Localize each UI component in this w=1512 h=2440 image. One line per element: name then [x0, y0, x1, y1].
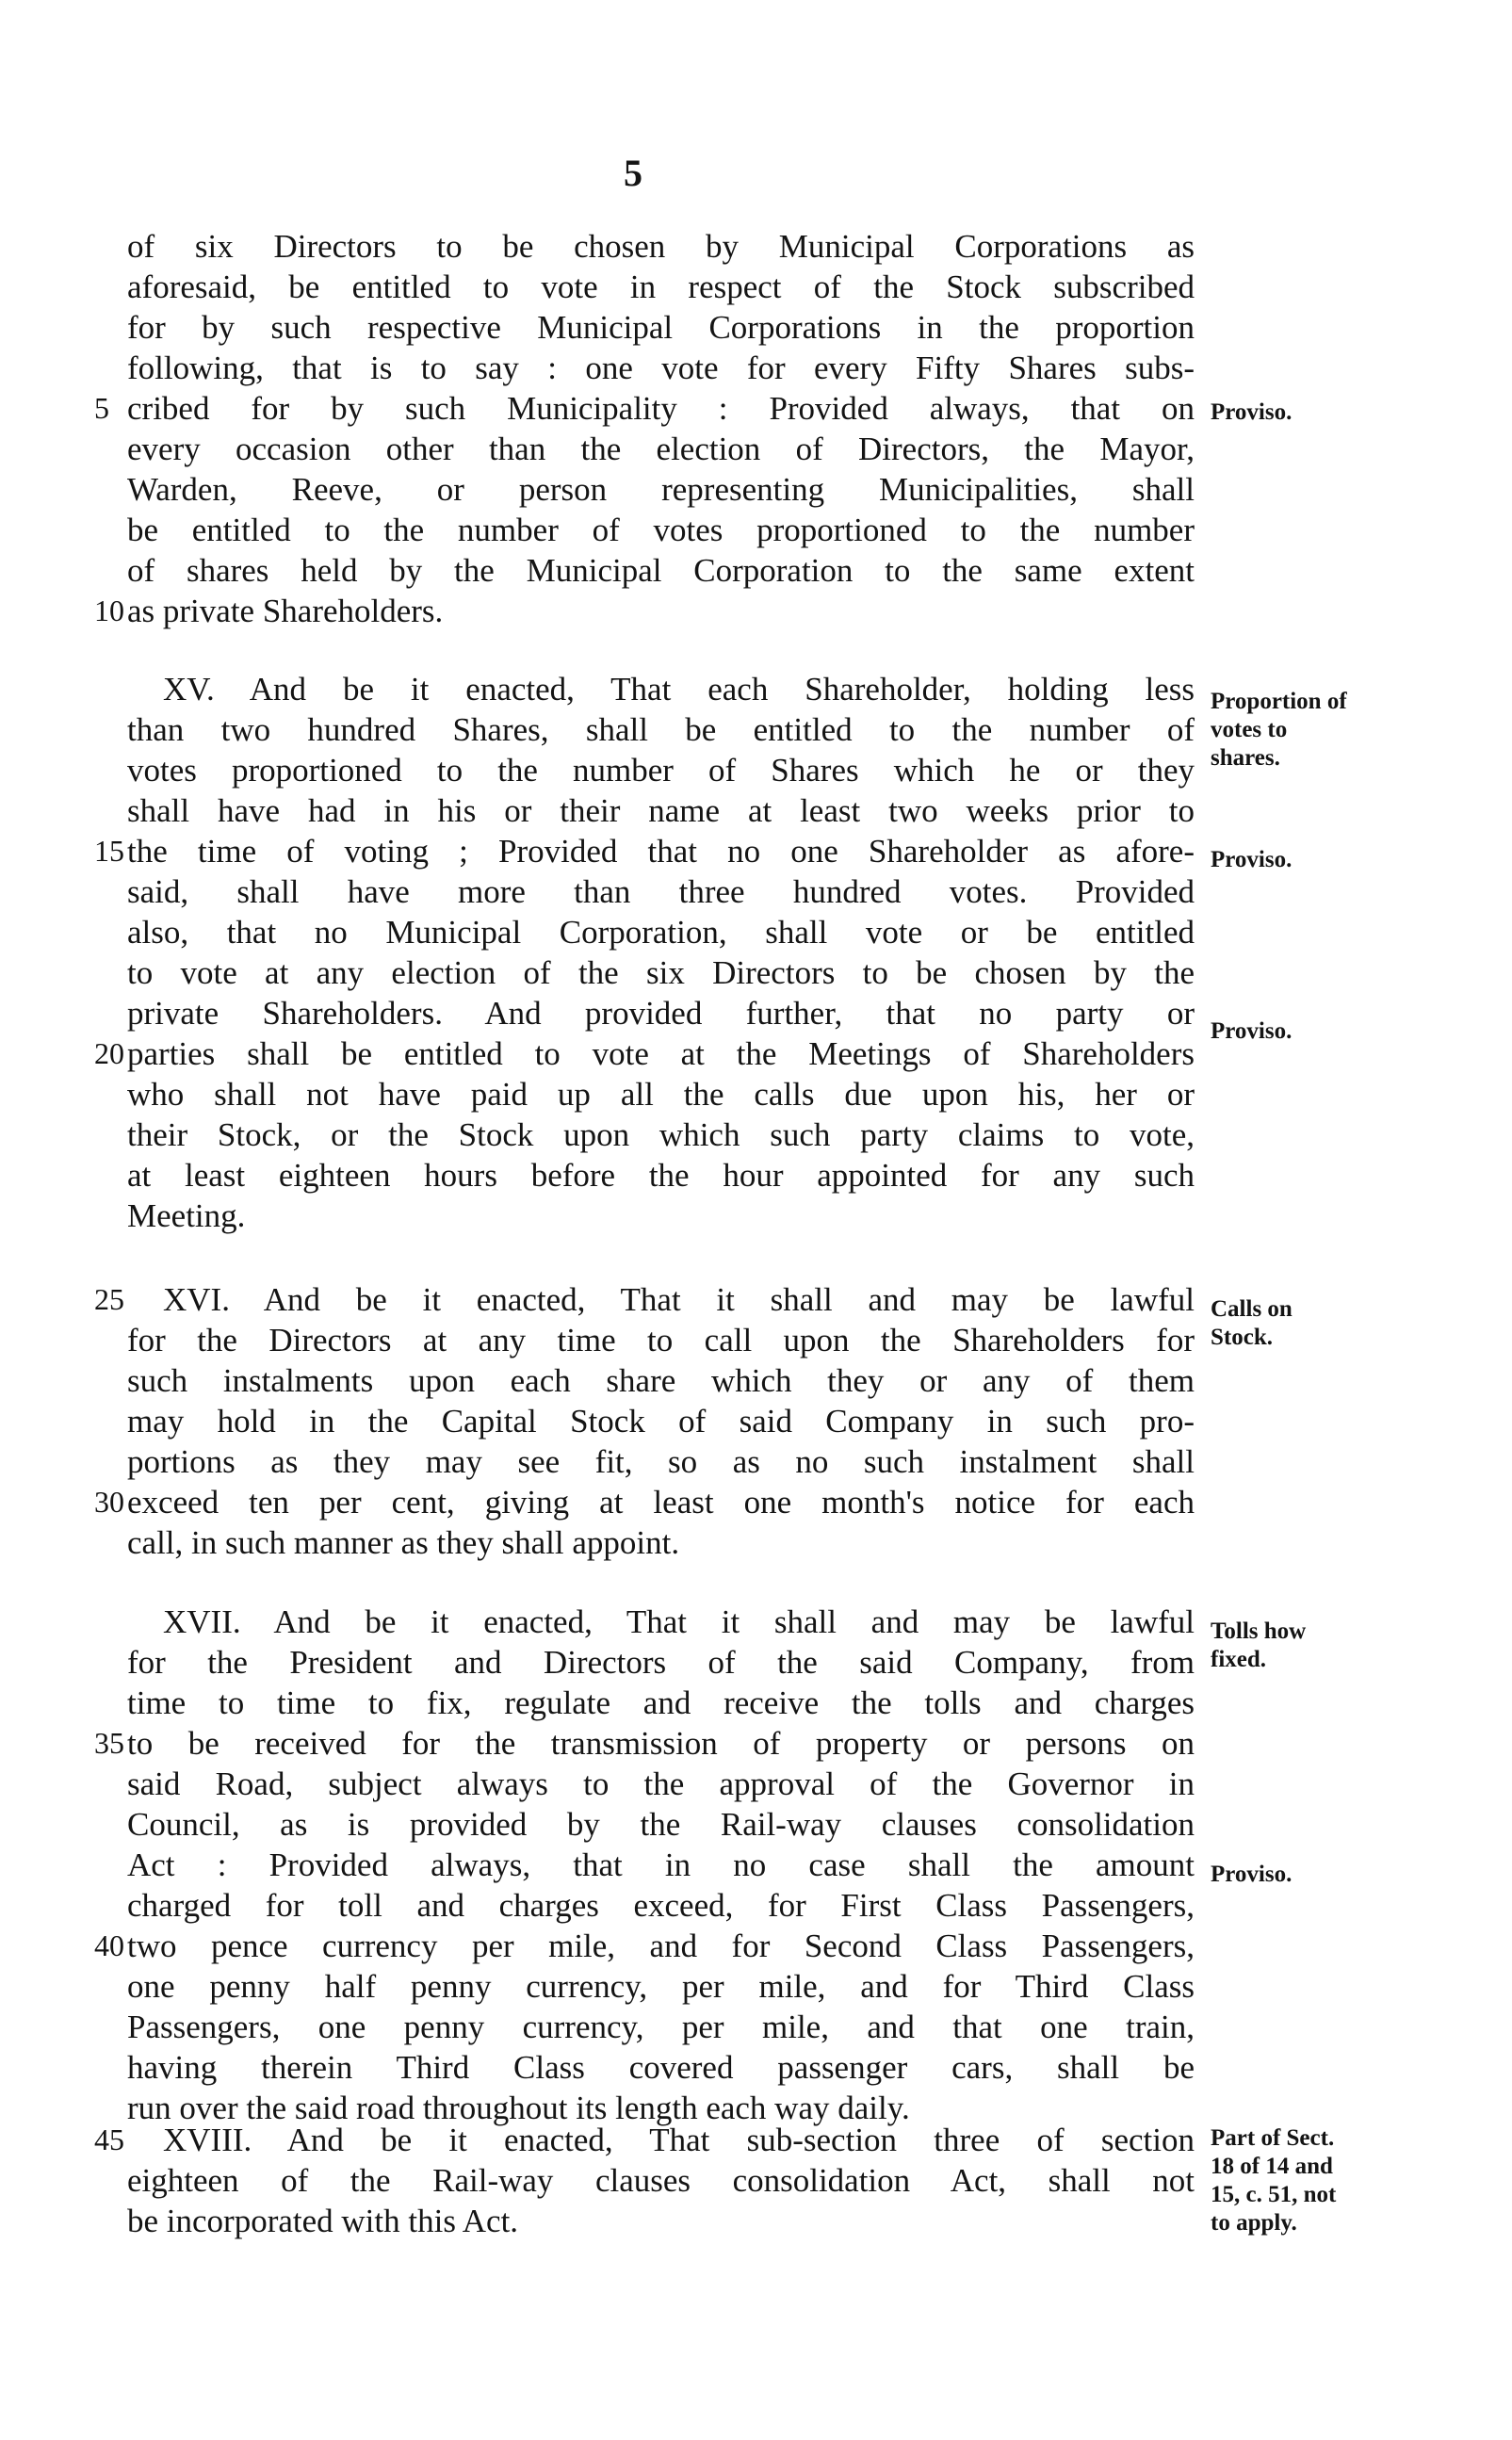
line-number: 30: [94, 1485, 124, 1519]
margin-note-line: fixed.: [1211, 1647, 1267, 1672]
text-line-content: said, shall have more than three hundred votes. Provided: [127, 873, 1195, 910]
text-line: [127, 1522, 1195, 1563]
text-line: [127, 871, 1195, 912]
text-line: [127, 1764, 1195, 1804]
text-line: [127, 750, 1195, 790]
text-line-content: portions as they may see fit, so as no such instalment shall: [127, 1443, 1195, 1480]
text-line: [127, 226, 1195, 267]
text-line-content: at least eighteen hours before the hour appointed for any such: [127, 1157, 1195, 1194]
margin-note-line: shares.: [1211, 745, 1280, 771]
margin-note-line: Proviso.: [1211, 399, 1293, 425]
text-line: [127, 1845, 1195, 1885]
text-line-content: run over the said road throughout its length each way daily.: [127, 2090, 910, 2126]
line-number: 10: [94, 594, 124, 627]
margin-note-line: Stock.: [1211, 1325, 1273, 1350]
text-line-content: votes proportioned to the number of Shares which he or they: [127, 752, 1195, 789]
line-number: 40: [94, 1928, 124, 1962]
text-line-content: Council, as is provided by the Rail-way clauses consolidation: [127, 1806, 1195, 1843]
margin-note-line: Calls on: [1211, 1296, 1293, 1322]
text-line-content: be incorporated with this Act.: [127, 2203, 519, 2239]
text-line-content: be entitled to the number of votes proportioned to the number: [127, 512, 1195, 548]
text-line: [163, 1279, 1195, 1320]
text-line-content: following, that is to say : one vote for every Fifty Shares subs-: [127, 350, 1195, 386]
line-number: 25: [94, 1282, 124, 1316]
text-line: [127, 1196, 1195, 1236]
text-line-content: their Stock, or the Stock upon which such party claims to vote,: [127, 1116, 1195, 1153]
margin-note-line: 15, c. 51, not: [1211, 2182, 1337, 2207]
margin-note-proviso-4: [1211, 1861, 1512, 1889]
text-line: [127, 2160, 1195, 2201]
text-line: [127, 1155, 1195, 1196]
text-line-content: one penny half penny currency, per mile, and for Third Class: [127, 1968, 1195, 2005]
line-number: 45: [94, 2123, 124, 2156]
text-line-content: who shall not have paid up all the calls due upon his, her or: [127, 1076, 1195, 1113]
margin-note-part-of-sect: [1211, 2124, 1512, 2237]
text-line-content: private Shareholders. And provided further, that no party or: [127, 995, 1195, 1032]
margin-note-line: Proviso.: [1211, 847, 1293, 872]
text-line: [127, 2047, 1195, 2088]
text-line: [127, 1926, 1195, 1966]
line-number: 15: [94, 834, 124, 868]
text-line: [127, 1114, 1195, 1155]
text-line-content: XVI. And be it enacted, That it shall and may be lawful: [163, 1281, 1195, 1318]
text-line-content: aforesaid, be entitled to vote in respect of the Stock subscribed: [127, 268, 1195, 305]
text-line-content: to be received for the transmission of property or persons on: [127, 1725, 1195, 1762]
text-line: [127, 1074, 1195, 1114]
text-line: [127, 1482, 1195, 1522]
text-line-content: the time of voting ; Provided that no one Shareholder as afore-: [127, 833, 1195, 870]
text-line: [127, 912, 1195, 952]
text-line: [127, 1804, 1195, 1845]
text-line: [127, 1966, 1195, 2007]
text-line-content: time to time to fix, regulate and receive the tolls and charges: [127, 1684, 1195, 1721]
text-line: [127, 348, 1195, 388]
text-line: [127, 1401, 1195, 1441]
text-line-content: Passengers, one penny currency, per mile, and that one train,: [127, 2009, 1195, 2045]
text-line: [163, 1602, 1195, 1642]
text-line-content: said Road, subject always to the approval of the Governor in: [127, 1765, 1195, 1802]
text-line-content: than two hundred Shares, shall be entitled to the number of: [127, 711, 1195, 748]
margin-note-line: to apply.: [1211, 2210, 1297, 2236]
text-line-content: call, in such manner as they shall appoint.: [127, 1524, 680, 1561]
text-line: [127, 591, 1195, 631]
margin-note-calls-on-stock: [1211, 1295, 1512, 1352]
margin-note-proviso-1: [1211, 399, 1512, 427]
text-line-content: eighteen of the Rail-way clauses consolidation Act, shall not: [127, 2162, 1195, 2199]
text-line: [127, 709, 1195, 750]
text-line: [127, 1723, 1195, 1764]
text-line-content: for by such respective Municipal Corporations in the proportion: [127, 309, 1195, 346]
text-line: [127, 1033, 1195, 1074]
margin-note-line: 18 of 14 and: [1211, 2154, 1333, 2179]
text-line: [163, 2120, 1195, 2160]
margin-note-line: Part of Sect.: [1211, 2125, 1335, 2151]
margin-note-line: votes to: [1211, 717, 1288, 742]
text-line-content: having therein Third Class covered passenger cars, shall be: [127, 2049, 1195, 2086]
text-line: [127, 1683, 1195, 1723]
margin-note-proviso-3: [1211, 1017, 1512, 1046]
text-line-content: every occasion other than the election of Directors, the Mayor,: [127, 431, 1195, 467]
text-line-content: exceed ten per cent, giving at least one month's notice for each: [127, 1484, 1195, 1521]
text-line-content: XV. And be it enacted, That each Shareholder, holding less: [163, 671, 1195, 708]
text-line: [127, 2007, 1195, 2047]
text-line: [127, 831, 1195, 871]
text-line-content: also, that no Municipal Corporation, shall vote or be entitled: [127, 914, 1195, 951]
text-line: [127, 429, 1195, 469]
text-line-content: Act : Provided always, that in no case shall the amount: [127, 1846, 1195, 1883]
text-line-content: for the Directors at any time to call upon the Shareholders for: [127, 1322, 1195, 1358]
text-line-content: of shares held by the Municipal Corporation to the same extent: [127, 552, 1195, 589]
margin-note-line: Proviso.: [1211, 1862, 1293, 1887]
text-line: [127, 469, 1195, 510]
text-line: [127, 1320, 1195, 1360]
text-line-content: to vote at any election of the six Directors to be chosen by the: [127, 954, 1195, 991]
text-line: [127, 1642, 1195, 1683]
text-line: [127, 307, 1195, 348]
page-number: 5: [624, 152, 642, 194]
margin-note-line: Proportion of: [1211, 689, 1347, 714]
text-line: [127, 550, 1195, 591]
text-line: [127, 388, 1195, 429]
text-line: [127, 1441, 1195, 1482]
text-line: [127, 952, 1195, 993]
margin-note-proviso-2: [1211, 846, 1512, 874]
margin-note-proportion-of-votes: [1211, 688, 1512, 773]
text-line: [127, 1885, 1195, 1926]
line-number: 35: [94, 1726, 124, 1760]
text-line-content: shall have had in his or their name at least two weeks prior to: [127, 792, 1195, 829]
text-line: [127, 993, 1195, 1033]
text-line-content: may hold in the Capital Stock of said Company in such pro-: [127, 1403, 1195, 1440]
text-line: [127, 1360, 1195, 1401]
text-line: [127, 790, 1195, 831]
text-line-content: Warden, Reeve, or person representing Municipalities, shall: [127, 471, 1195, 508]
text-line-content: two pence currency per mile, and for Second Class Passengers,: [127, 1928, 1195, 1964]
line-number: 5: [94, 391, 109, 425]
margin-note-line: Proviso.: [1211, 1018, 1293, 1044]
text-line: [127, 267, 1195, 307]
text-line: [127, 510, 1195, 550]
text-line: [163, 669, 1195, 709]
text-line-content: cribed for by such Municipality : Provided always, that on: [127, 390, 1195, 427]
text-line-content: XVIII. And be it enacted, That sub-section three of section: [163, 2122, 1195, 2158]
text-line-content: XVII. And be it enacted, That it shall and may be lawful: [163, 1603, 1195, 1640]
text-line-content: parties shall be entitled to vote at the Meetings of Shareholders: [127, 1035, 1195, 1072]
text-line-content: of six Directors to be chosen by Municipal Corporations as: [127, 228, 1195, 265]
text-line-content: such instalments upon each share which they or any of them: [127, 1362, 1195, 1399]
margin-note-line: Tolls how: [1211, 1619, 1307, 1644]
text-line-content: Meeting.: [127, 1197, 246, 1234]
margin-note-tolls-how-fixed: [1211, 1618, 1512, 1674]
text-line-content: for the President and Directors of the said Company, from: [127, 1644, 1195, 1681]
text-line-content: charged for toll and charges exceed, for First Class Passengers,: [127, 1887, 1195, 1924]
text-line: [127, 2201, 1195, 2241]
line-number: 20: [94, 1036, 124, 1070]
text-line-content: as private Shareholders.: [127, 593, 444, 629]
